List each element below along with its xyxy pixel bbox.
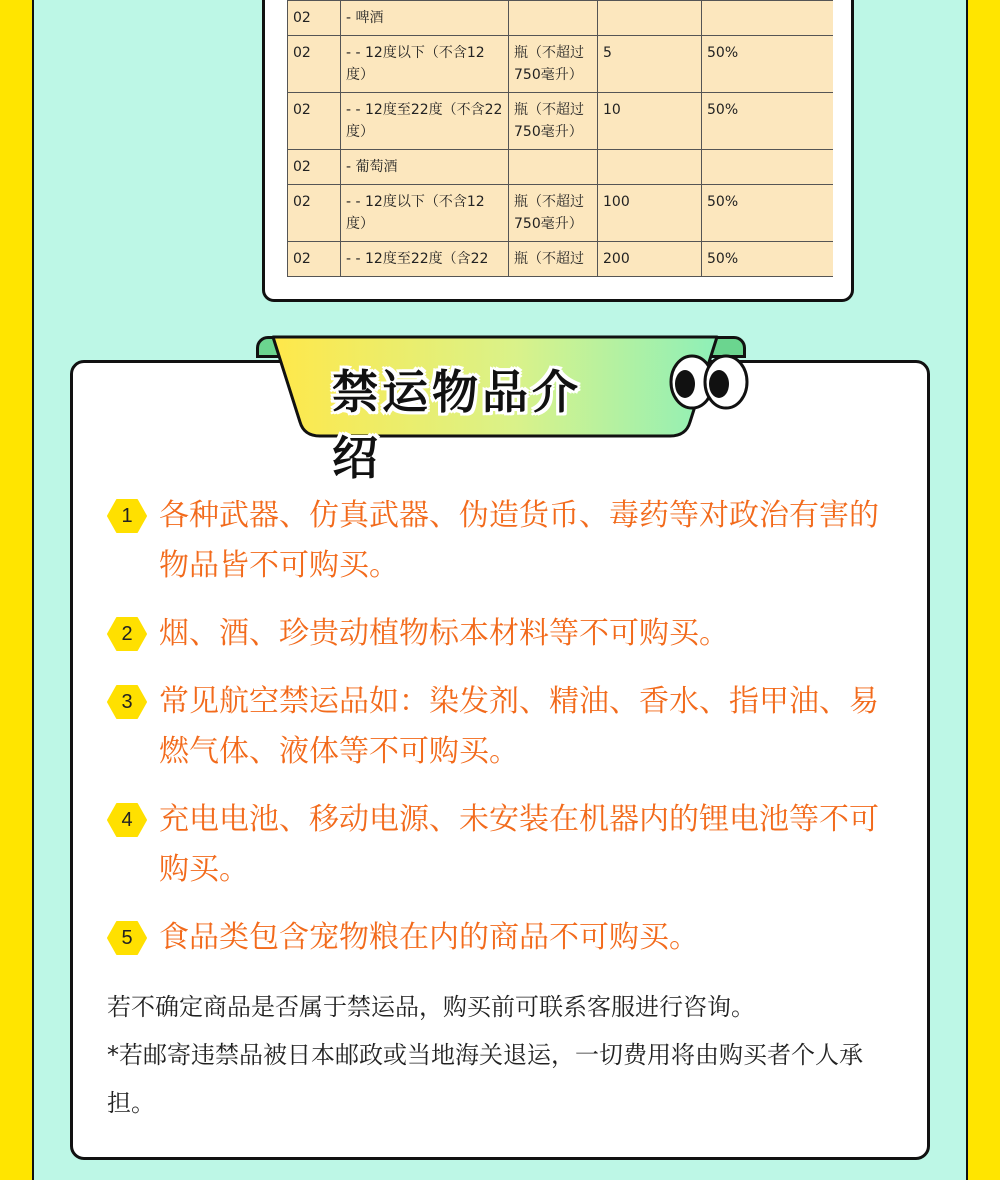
cell-code: 02 xyxy=(288,93,341,150)
cell-rate: 50% xyxy=(702,185,834,242)
section-banner xyxy=(250,334,750,485)
table-row xyxy=(288,242,834,277)
cell-quantity xyxy=(598,150,702,185)
table-row xyxy=(288,1,834,36)
rule-text: 各种武器、仿真武器、伪造货币、毒药等对政治有害的物品皆不可购买。 xyxy=(159,498,879,583)
cell-unit: 瓶（不超过750毫升） xyxy=(509,36,598,93)
rule-item xyxy=(107,677,897,777)
cell-rate xyxy=(702,150,834,185)
cell-item: - - 12度至22度（不含22度） xyxy=(341,93,509,150)
note-disclaimer: *若邮寄违禁品被日本邮政或当地海关退运，一切费用将由购买者个人承担。 xyxy=(107,1041,863,1117)
table-row xyxy=(288,36,834,93)
tariff-table-card xyxy=(262,0,854,302)
rule-text: 烟、酒、珍贵动植物标本材料等不可购买。 xyxy=(159,616,729,651)
banner-plate xyxy=(270,334,720,485)
cell-rate: 50% xyxy=(702,36,834,93)
number-badge: 5 xyxy=(107,919,147,957)
rule-text: 食品类包含宠物粮在内的商品不可购买。 xyxy=(159,920,699,955)
rule-item xyxy=(107,913,897,963)
note-consult: 若不确定商品是否属于禁运品，购买前可联系客服进行咨询。 xyxy=(107,993,755,1021)
cell-code: 02 xyxy=(288,1,341,36)
cell-quantity: 5 xyxy=(598,36,702,93)
cell-unit: 瓶（不超过750毫升） xyxy=(509,93,598,150)
rule-item xyxy=(107,795,897,895)
cell-item: - 葡萄酒 xyxy=(341,150,509,185)
number-badge: 1 xyxy=(107,497,147,535)
cell-quantity: 200 xyxy=(598,242,702,277)
rule-item xyxy=(107,491,897,591)
rule-item xyxy=(107,609,897,659)
cell-unit: 瓶（不超过750毫升） xyxy=(509,185,598,242)
tariff-table-viewport[interactable] xyxy=(287,0,833,280)
cell-rate: 50% xyxy=(702,242,834,277)
cell-quantity: 10 xyxy=(598,93,702,150)
number-badge: 2 xyxy=(107,615,147,653)
cell-unit xyxy=(509,1,598,36)
cell-rate xyxy=(702,1,834,36)
cell-item: - 啤酒 xyxy=(341,1,509,36)
rules-list xyxy=(107,491,897,981)
cell-code: 02 xyxy=(288,150,341,185)
eyes-icon xyxy=(666,352,752,412)
cell-unit: 瓶（不超过 xyxy=(509,242,598,277)
cell-quantity xyxy=(598,1,702,36)
number-badge: 4 xyxy=(107,801,147,839)
cell-code: 02 xyxy=(288,36,341,93)
tariff-table xyxy=(287,0,833,277)
cell-rate: 50% xyxy=(702,93,834,150)
rule-text: 常见航空禁运品如：染发剂、精油、香水、指甲油、易燃气体、液体等不可购买。 xyxy=(159,684,879,769)
cell-item: - - 12度以下（不含12度） xyxy=(341,185,509,242)
tariff-table-body xyxy=(288,1,834,277)
section-title: 禁运物品介绍 xyxy=(332,365,582,485)
cell-code: 02 xyxy=(288,242,341,277)
cell-quantity: 100 xyxy=(598,185,702,242)
number-badge: 3 xyxy=(107,683,147,721)
rule-text: 充电电池、移动电源、未安装在机器内的锂电池等不可购买。 xyxy=(159,802,879,887)
cell-item: - - 12度至22度（含22 xyxy=(341,242,509,277)
cell-code: 02 xyxy=(288,185,341,242)
table-row xyxy=(288,150,834,185)
cell-item: - - 12度以下（不含12度） xyxy=(341,36,509,93)
table-row xyxy=(288,185,834,242)
cell-unit xyxy=(509,150,598,185)
table-row xyxy=(288,93,834,150)
notes xyxy=(107,983,907,1127)
